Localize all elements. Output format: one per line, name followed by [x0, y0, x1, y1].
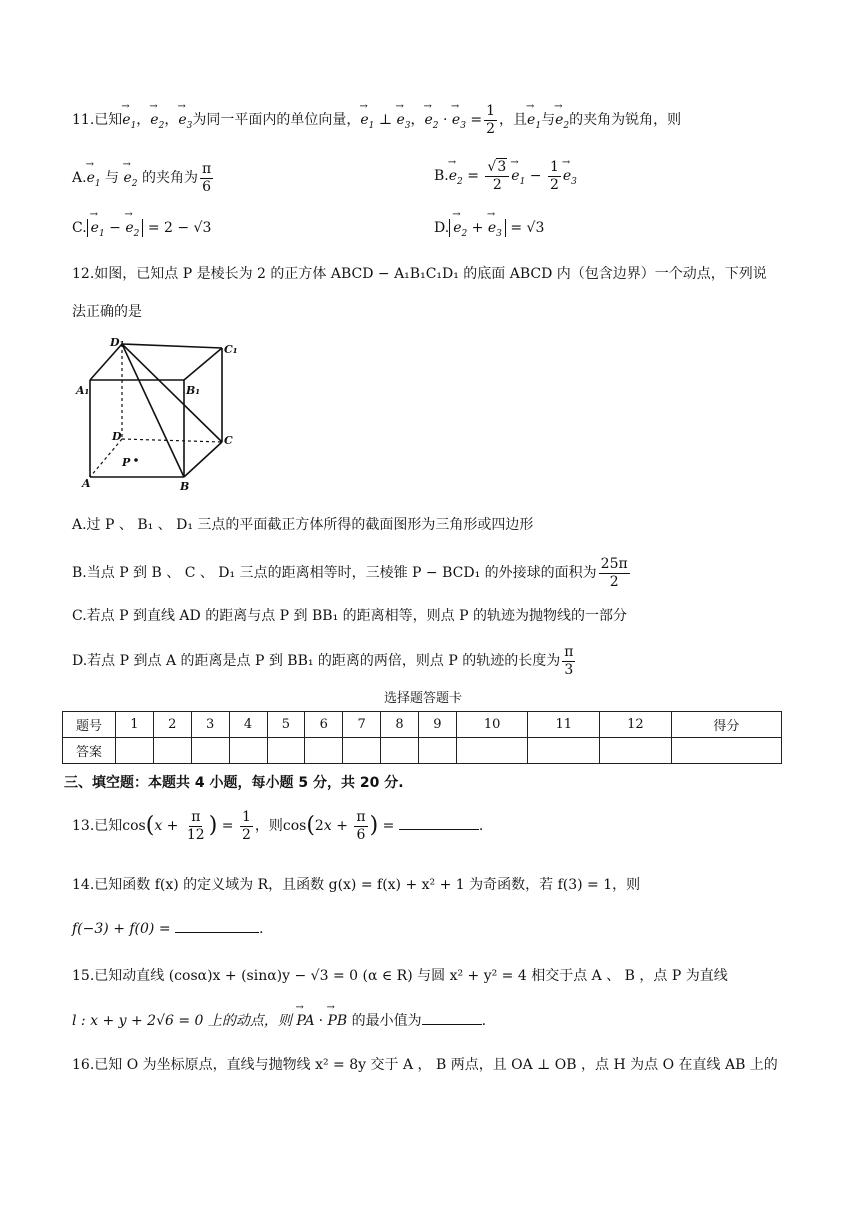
- q12-d-frac-num: π: [564, 644, 574, 660]
- label-c: C: [224, 434, 233, 447]
- label-a1: A₁: [76, 384, 90, 397]
- label-b1: B₁: [186, 384, 201, 397]
- q12-stem-line1: 12.如图，已知点 P 是棱长为 2 的正方体 ABCD − A₁B₁C₁D₁ 的底面 ABCD 内（包含边界）一个动点，下列说: [72, 266, 767, 282]
- q14-stem-line2: [72, 922, 263, 936]
- q11-text1: 为同一平面内的单位向量，: [192, 112, 361, 129]
- section-heading: 三、填空题：本题共 4 小题，每小题 5 分，共 20 分.: [64, 775, 404, 791]
- answer-cell[interactable]: [600, 738, 672, 764]
- answer-cell[interactable]: [305, 738, 343, 764]
- q11-option-b: $B.\to e_2$ = $\frac{√3}{2}$ → $e_1$ − $\frac{1}{2}$ → $e_3$: [434, 160, 577, 192]
- q15-text-b: 的最小值为: [351, 1013, 422, 1029]
- q11-c-label: C.: [72, 220, 87, 236]
- score-cell[interactable]: [671, 738, 781, 764]
- q15-end: .: [481, 1013, 487, 1029]
- q15-stem-line2: l : x + y + 2√6 = 0 上的动点，则 → PA · → PB 的最小值为 .: [72, 1014, 486, 1028]
- table-cell: 6: [305, 712, 343, 738]
- q11-a-label: A.: [72, 170, 87, 187]
- point-p-dot: [134, 458, 138, 462]
- score-label: 得分: [671, 712, 781, 738]
- q14-end: .: [259, 921, 264, 937]
- answer-cell[interactable]: [419, 738, 457, 764]
- q11-option-d: $D.\to e_2$ + → $e_3 = √3$: [434, 221, 544, 239]
- q11-text4: 的夹角为锐角，则: [569, 112, 682, 129]
- q13-prefix: 13.已知: [72, 818, 123, 835]
- q15-stem-line1: 15.已知动直线 (cosα)x + (sinα)y − √3 = 0 (α ∈ R) 与圆 x² + y² = 4 相交于点 A 、 B ，点 P 为直线: [72, 968, 728, 984]
- q11-option-a: $A.\to e_1$ 与 → $e_2$ 的夹角为 $\frac{\pi}{6}$: [72, 162, 215, 194]
- q11-prefix: 11.已知: [72, 112, 123, 129]
- q12-b-frac-num: 25π: [600, 556, 628, 572]
- q13-end: .: [478, 818, 484, 835]
- table-cell: 7: [343, 712, 381, 738]
- q12-d-frac-den: 3: [564, 661, 574, 678]
- answer-cell[interactable]: [456, 738, 528, 764]
- q14-expression: f(−3) + f(0) =: [72, 921, 171, 937]
- label-c1: C₁: [224, 343, 238, 356]
- answer-cell[interactable]: [191, 738, 229, 764]
- answer-cell[interactable]: [229, 738, 267, 764]
- q11-d-label: D.: [434, 220, 450, 236]
- q11-d-rhs: = √3: [510, 220, 545, 236]
- table-cell: 3: [191, 712, 229, 738]
- answer-cell[interactable]: [343, 738, 381, 764]
- answer-cell[interactable]: [116, 738, 154, 764]
- label-b: B: [180, 480, 190, 493]
- q12-option-d: [72, 645, 577, 677]
- row-label-numbers: 题号: [63, 712, 116, 738]
- table-row: [63, 712, 782, 738]
- q11-stem: 11.已知→ $e_1$，→ $e_2$，→ $e_3$为同一平面内的单位向量，→ $e_1$ ⊥ → $e_3$，→ $e_2$ · → $e_3$ = $\frac{1}{2}$ ，且→ $e_1$与→ $e_2$的夹角为锐角，则: [72, 104, 681, 136]
- label-a: A: [82, 477, 91, 490]
- q11-a-text: 的夹角为: [141, 170, 198, 187]
- table-cell: 2: [153, 712, 191, 738]
- table-cell: 10: [456, 712, 528, 738]
- answer-card-title: 选择题答题卡: [384, 691, 463, 706]
- answer-cell[interactable]: [153, 738, 191, 764]
- answer-card-table: [62, 711, 782, 764]
- q11-text2: ，且: [499, 112, 528, 129]
- table-cell: 5: [267, 712, 305, 738]
- q14-stem-line1: 14.已知函数 f(x) 的定义域为 R，且函数 g(x) = f(x) + x² + 1 为奇函数，若 f(3) = 1，则: [72, 877, 641, 893]
- q15-answer-blank[interactable]: [422, 1024, 482, 1025]
- q11-option-c: $C.\to e_1$ − → $e_2 = 2 - √3$: [72, 221, 211, 239]
- q12-stem-line2: 法正确的是: [72, 304, 142, 320]
- q12-option-b: [72, 557, 632, 589]
- table-cell: 8: [381, 712, 419, 738]
- label-d: D: [112, 430, 122, 443]
- label-p: P: [122, 456, 131, 469]
- q14-answer-blank[interactable]: [175, 932, 259, 933]
- table-cell: 9: [419, 712, 457, 738]
- q13-answer-blank[interactable]: [399, 829, 479, 830]
- q12-b-text: B.当点 P 到 B 、 C 、 D₁ 三点的距离相等时，三棱锥 P − BCD₁ 的外接球的面积为: [72, 565, 597, 582]
- q12-option-c: C.若点 P 到直线 AD 的距离与点 P 到 BB₁ 的距离相等，则点 P 的轨迹为抛物线的一部分: [72, 608, 627, 624]
- q12-d-text: D.若点 P 到点 A 的距离是点 P 到 BB₁ 的距离的两倍，则点 P 的轨迹的长度为: [72, 653, 561, 670]
- table-cell: 4: [229, 712, 267, 738]
- q11-c-rhs: = 2 − √3: [147, 220, 212, 236]
- q11-text3: 与: [541, 112, 556, 129]
- row-label-answers: 答案: [63, 738, 116, 764]
- answer-cell[interactable]: [267, 738, 305, 764]
- q12-option-a: A.过 P 、 B₁ 、 D₁ 三点的平面截正方体所得的截面图形为三角形或四边形: [72, 517, 534, 533]
- q15-text-a: l : x + y + 2√6 = 0 上的动点，则: [72, 1013, 292, 1029]
- cube-figure: [72, 332, 252, 497]
- q13-mid: ，则: [254, 818, 283, 835]
- q12-b-frac-den: 2: [609, 573, 619, 590]
- table-cell: 1: [116, 712, 154, 738]
- answer-cell[interactable]: [528, 738, 600, 764]
- q16-stem-line1: 16.已知 O 为坐标原点，直线与抛物线 x² = 8y 交于 A ， B 两点，且 OA ⊥ OB ，点 H 为点 O 在直线 AB 上的: [72, 1057, 778, 1073]
- q13-stem: 13.已知cos(x + $\frac{\pi}{12}$ ) = $\frac{1}{2}$ ，则cos(2x + $\frac{\pi}{6}$ ) = .: [72, 809, 484, 843]
- table-cell: 11: [528, 712, 600, 738]
- answer-cell[interactable]: [381, 738, 419, 764]
- label-d1: D₁: [110, 336, 125, 349]
- table-cell: 12: [600, 712, 672, 738]
- q11-b-label: B.: [434, 168, 449, 185]
- table-row: [63, 738, 782, 764]
